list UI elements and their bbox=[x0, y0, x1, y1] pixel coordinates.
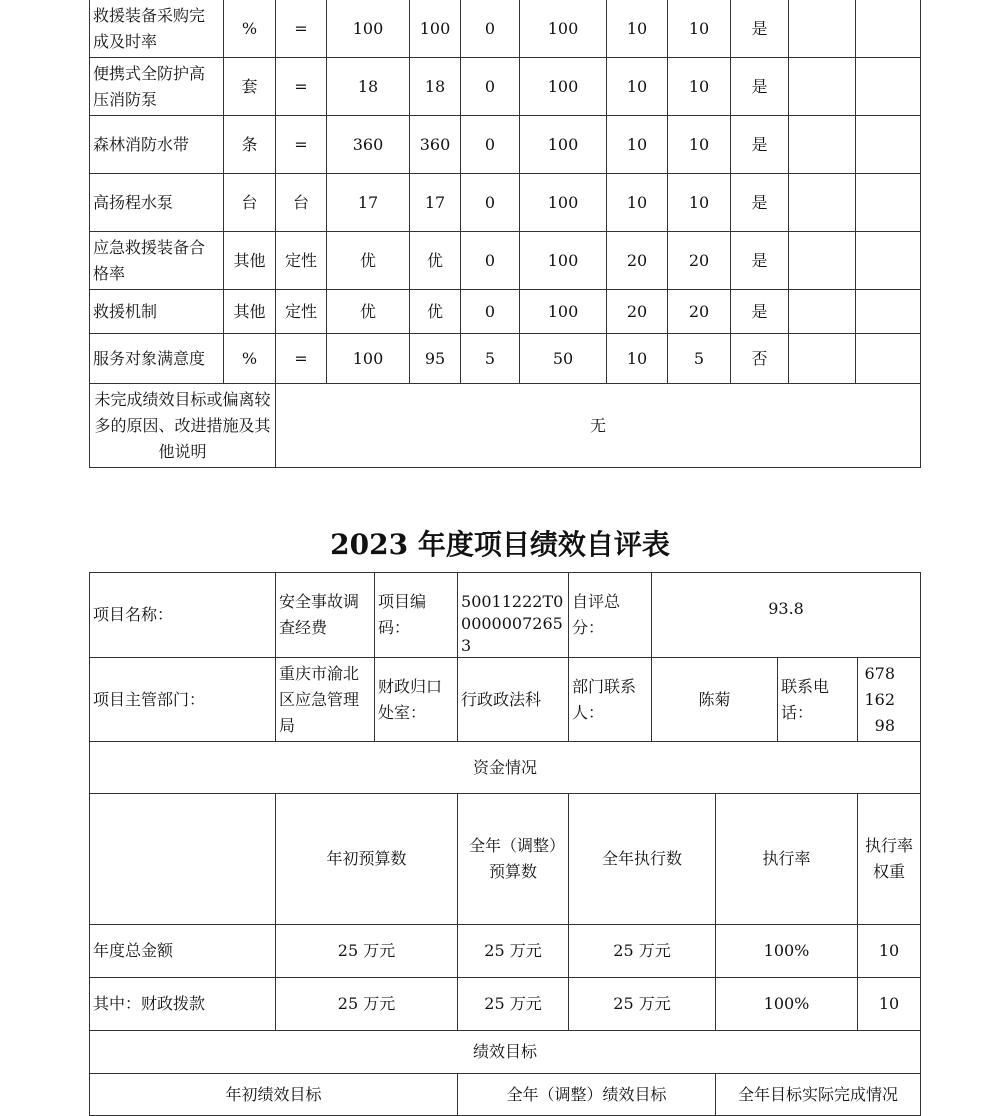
project-info-row-1 bbox=[90, 573, 921, 658]
indicator-completion: 100 bbox=[520, 116, 607, 174]
indicator-name: 救援机制 bbox=[90, 290, 224, 334]
indicator-empty-cell bbox=[789, 0, 856, 58]
indicator-unit: 套 bbox=[224, 58, 276, 116]
funds-label: 其中：财政拨款 bbox=[90, 978, 276, 1031]
project-self-evaluation-table bbox=[89, 572, 921, 1116]
indicator-score: 20 bbox=[668, 232, 731, 290]
funds-weight: 10 bbox=[858, 925, 921, 978]
indicator-deviation: 0 bbox=[461, 0, 520, 58]
project-code-value: 50011222T000000072653 bbox=[458, 573, 569, 658]
indicator-achieved: 是 bbox=[731, 58, 789, 116]
goals-header-initial: 年初绩效目标 bbox=[90, 1074, 458, 1116]
funds-rate: 100% bbox=[716, 978, 858, 1031]
indicator-completion: 100 bbox=[520, 232, 607, 290]
unfinished-label: 未完成绩效目标或偏离较多的原因、改进措施及其他说明 bbox=[90, 384, 276, 468]
indicator-completion: 100 bbox=[520, 174, 607, 232]
indicator-row bbox=[90, 174, 921, 232]
indicator-weight: 10 bbox=[607, 58, 668, 116]
project-info-row-2 bbox=[90, 658, 921, 742]
indicator-score: 10 bbox=[668, 58, 731, 116]
indicator-actual: 360 bbox=[410, 116, 461, 174]
indicator-empty-cell bbox=[856, 232, 921, 290]
indicator-unit: 其他 bbox=[224, 290, 276, 334]
funds-adjusted: 25 万元 bbox=[458, 925, 569, 978]
indicator-name: 应急救援装备合格率 bbox=[90, 232, 224, 290]
indicator-target: 360 bbox=[327, 116, 410, 174]
indicator-target: 17 bbox=[327, 174, 410, 232]
indicator-achieved: 是 bbox=[731, 174, 789, 232]
form-title: 2023 年度项目绩效自评表 bbox=[330, 528, 670, 561]
indicator-target: 18 bbox=[327, 58, 410, 116]
indicator-empty-cell bbox=[789, 232, 856, 290]
indicator-actual: 优 bbox=[410, 232, 461, 290]
funds-row bbox=[90, 925, 921, 978]
funds-rate: 100% bbox=[716, 925, 858, 978]
indicator-achieved: 是 bbox=[731, 0, 789, 58]
indicator-weight: 20 bbox=[607, 290, 668, 334]
indicator-name: 救援装备采购完成及时率 bbox=[90, 0, 224, 58]
goals-header-adjusted: 全年（调整）绩效目标 bbox=[458, 1074, 716, 1116]
indicator-unit: 台 bbox=[224, 174, 276, 232]
funds-header-adjusted: 全年（调整）预算数 bbox=[458, 794, 569, 925]
indicator-deviation: 0 bbox=[461, 174, 520, 232]
indicator-name: 服务对象满意度 bbox=[90, 334, 224, 384]
indicator-empty-cell bbox=[856, 334, 921, 384]
indicator-achieved: 是 bbox=[731, 232, 789, 290]
indicator-unit: % bbox=[224, 0, 276, 58]
funds-header-weight: 执行率权重 bbox=[858, 794, 921, 925]
office-label: 财政归口处室： bbox=[375, 658, 458, 742]
indicator-weight: 10 bbox=[607, 116, 668, 174]
dept-label: 项目主管部门： bbox=[90, 658, 276, 742]
indicator-actual: 17 bbox=[410, 174, 461, 232]
indicator-achieved: 否 bbox=[731, 334, 789, 384]
indicator-unit: % bbox=[224, 334, 276, 384]
indicator-target: 100 bbox=[327, 334, 410, 384]
indicator-target: 优 bbox=[327, 232, 410, 290]
indicator-actual: 95 bbox=[410, 334, 461, 384]
funds-header-executed: 全年执行数 bbox=[569, 794, 716, 925]
indicator-score: 10 bbox=[668, 0, 731, 58]
funds-weight: 10 bbox=[858, 978, 921, 1031]
indicator-name: 森林消防水带 bbox=[90, 116, 224, 174]
goals-header-row bbox=[90, 1074, 921, 1116]
indicator-row bbox=[90, 116, 921, 174]
funds-budget: 25 万元 bbox=[276, 925, 458, 978]
office-value: 行政政法科 bbox=[458, 658, 569, 742]
self-score-label: 自评总分： bbox=[569, 573, 652, 658]
indicator-completion: 100 bbox=[520, 58, 607, 116]
indicator-empty-cell bbox=[856, 174, 921, 232]
indicator-actual: 18 bbox=[410, 58, 461, 116]
indicator-deviation: 5 bbox=[461, 334, 520, 384]
funds-header-row bbox=[90, 794, 921, 925]
indicator-score: 10 bbox=[668, 174, 731, 232]
funds-executed: 25 万元 bbox=[569, 925, 716, 978]
indicator-op: = bbox=[276, 0, 327, 58]
project-name-value: 安全事故调查经费 bbox=[276, 573, 375, 658]
indicator-completion: 100 bbox=[520, 290, 607, 334]
indicator-deviation: 0 bbox=[461, 232, 520, 290]
indicator-completion: 50 bbox=[520, 334, 607, 384]
indicator-weight: 20 bbox=[607, 232, 668, 290]
indicator-deviation: 0 bbox=[461, 290, 520, 334]
indicator-unit: 条 bbox=[224, 116, 276, 174]
project-code-label: 项目编码： bbox=[375, 573, 458, 658]
indicator-target: 优 bbox=[327, 290, 410, 334]
indicator-op: 定性 bbox=[276, 290, 327, 334]
indicator-row bbox=[90, 232, 921, 290]
indicator-unit: 其他 bbox=[224, 232, 276, 290]
indicator-target: 100 bbox=[327, 0, 410, 58]
indicator-empty-cell bbox=[856, 0, 921, 58]
indicator-empty-cell bbox=[789, 174, 856, 232]
indicator-weight: 10 bbox=[607, 334, 668, 384]
indicator-empty-cell bbox=[789, 116, 856, 174]
indicator-actual: 优 bbox=[410, 290, 461, 334]
funds-section-title: 资金情况 bbox=[90, 742, 921, 794]
indicator-empty-cell bbox=[856, 58, 921, 116]
indicator-score: 20 bbox=[668, 290, 731, 334]
indicator-achieved: 是 bbox=[731, 116, 789, 174]
indicator-op: = bbox=[276, 58, 327, 116]
indicator-actual: 100 bbox=[410, 0, 461, 58]
phone-label: 联系电话： bbox=[778, 658, 858, 742]
indicator-empty-cell bbox=[789, 58, 856, 116]
indicator-name: 高扬程水泵 bbox=[90, 174, 224, 232]
funds-label: 年度总金额 bbox=[90, 925, 276, 978]
indicator-row bbox=[90, 290, 921, 334]
indicator-op: 定性 bbox=[276, 232, 327, 290]
indicator-name: 便携式全防护高压消防泵 bbox=[90, 58, 224, 116]
indicator-empty-cell bbox=[856, 290, 921, 334]
indicator-row bbox=[90, 0, 921, 58]
goals-header-actual: 全年目标实际完成情况 bbox=[716, 1074, 921, 1116]
performance-indicators-table bbox=[89, 0, 921, 468]
indicator-score: 10 bbox=[668, 116, 731, 174]
funds-adjusted: 25 万元 bbox=[458, 978, 569, 1031]
unfinished-row bbox=[90, 384, 921, 468]
funds-row bbox=[90, 978, 921, 1031]
funds-header-blank bbox=[90, 794, 276, 925]
dept-value: 重庆市渝北区应急管理局 bbox=[276, 658, 375, 742]
unfinished-value: 无 bbox=[276, 384, 921, 468]
goals-section-title: 绩效目标 bbox=[90, 1031, 921, 1074]
indicator-op: = bbox=[276, 116, 327, 174]
project-name-label: 项目名称： bbox=[90, 573, 276, 658]
contact-label: 部门联系人： bbox=[569, 658, 652, 742]
funds-executed: 25 万元 bbox=[569, 978, 716, 1031]
contact-value: 陈菊 bbox=[652, 658, 778, 742]
indicator-weight: 10 bbox=[607, 174, 668, 232]
indicator-empty-cell bbox=[789, 334, 856, 384]
funds-section-row bbox=[90, 742, 921, 794]
indicator-deviation: 0 bbox=[461, 116, 520, 174]
indicator-row bbox=[90, 58, 921, 116]
indicator-completion: 100 bbox=[520, 0, 607, 58]
goals-section-row bbox=[90, 1031, 921, 1074]
indicator-row bbox=[90, 334, 921, 384]
indicator-weight: 10 bbox=[607, 0, 668, 58]
indicator-achieved: 是 bbox=[731, 290, 789, 334]
indicator-deviation: 0 bbox=[461, 58, 520, 116]
indicator-score: 5 bbox=[668, 334, 731, 384]
funds-header-rate: 执行率 bbox=[716, 794, 858, 925]
indicator-empty-cell bbox=[789, 290, 856, 334]
self-score-value: 93.8 bbox=[652, 573, 921, 658]
indicator-op: = bbox=[276, 334, 327, 384]
indicator-op: 台 bbox=[276, 174, 327, 232]
funds-budget: 25 万元 bbox=[276, 978, 458, 1031]
indicator-empty-cell bbox=[856, 116, 921, 174]
funds-header-budget: 年初预算数 bbox=[276, 794, 458, 925]
phone-value: 67816298 bbox=[858, 658, 921, 742]
